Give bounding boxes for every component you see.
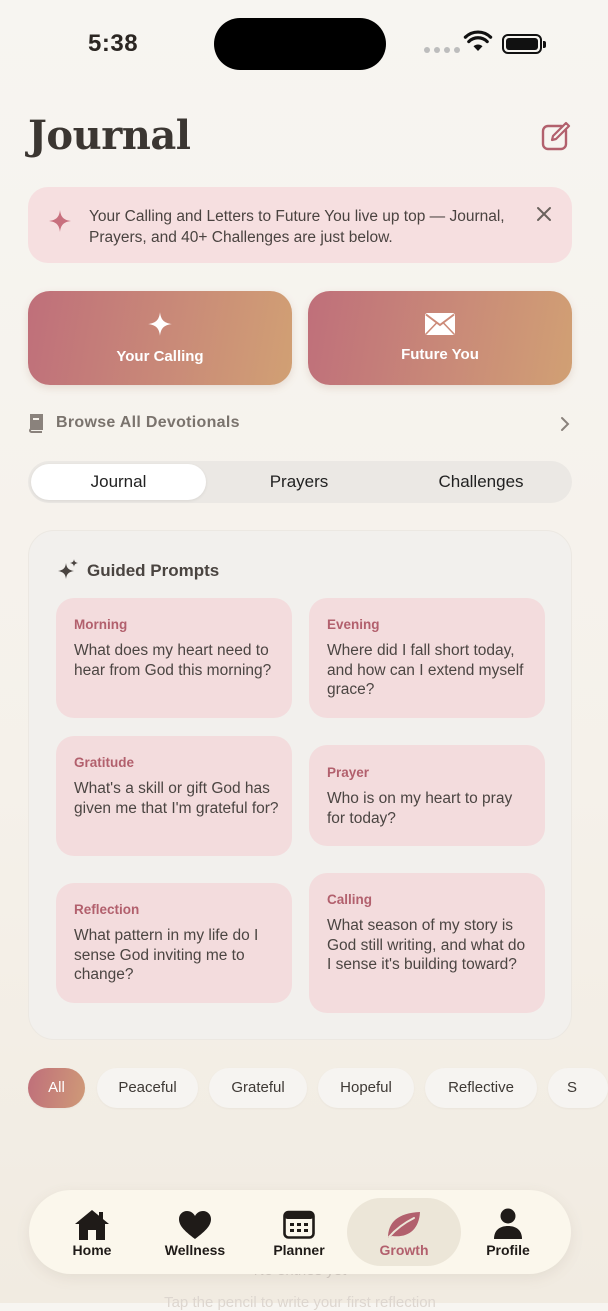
future-you-button[interactable]	[308, 291, 572, 385]
tab-label: Growth	[379, 1242, 429, 1258]
prompt-category: Reflection	[74, 902, 140, 917]
guided-prompts-card	[28, 530, 572, 1040]
your-calling-button[interactable]	[28, 291, 292, 385]
filter-chip-partial[interactable]: S	[548, 1068, 608, 1108]
prompt-question: Who is on my heart to pray for today?	[327, 790, 513, 827]
prompt-question: What does my heart need to hear from God this morning?	[74, 642, 272, 679]
home-icon	[73, 1208, 111, 1242]
bottom-tab-bar	[29, 1190, 571, 1274]
tab-journal[interactable]: Journal	[31, 464, 206, 500]
cellular-signal-icon	[424, 47, 460, 53]
mood-filter-chips	[28, 1068, 578, 1108]
filter-chip-all[interactable]: All	[28, 1068, 85, 1108]
prompt-category: Evening	[327, 617, 380, 632]
empty-state-hint: Tap the pencil to write your first reflection	[164, 1294, 436, 1311]
envelope-icon	[425, 313, 455, 335]
heart-icon	[178, 1210, 212, 1240]
battery-icon	[502, 34, 542, 54]
status-bar	[0, 0, 600, 90]
prompt-category: Prayer	[327, 765, 370, 780]
filter-chip-grateful[interactable]: Grateful	[209, 1068, 307, 1108]
wifi-icon	[464, 31, 492, 53]
book-icon	[28, 414, 44, 432]
filter-chip-hopeful[interactable]: Hopeful	[318, 1068, 414, 1108]
sparkles-icon	[57, 559, 79, 581]
prompt-category: Calling	[327, 892, 373, 907]
person-icon	[493, 1208, 523, 1240]
prompt-card-calling[interactable]	[309, 873, 545, 1013]
prompt-question: What pattern in my life do I sense God inviting me to change?	[74, 927, 259, 983]
filter-chip-peaceful[interactable]: Peaceful	[97, 1068, 198, 1108]
prompt-card-morning[interactable]	[56, 598, 292, 718]
prompt-card-prayer[interactable]	[309, 745, 545, 846]
status-time: 5:38	[88, 30, 139, 57]
tab-profile[interactable]	[458, 1198, 558, 1266]
tab-home[interactable]	[42, 1198, 142, 1266]
prompt-card-reflection[interactable]	[56, 883, 292, 1003]
browse-devotionals-label: Browse All Devotionals	[56, 414, 240, 431]
tab-wellness[interactable]	[145, 1198, 245, 1266]
sparkle-icon	[48, 209, 72, 233]
tab-planner[interactable]	[249, 1198, 349, 1266]
prompt-question: What's a skill or gift God has given me that I'm grateful for?	[74, 780, 279, 817]
chevron-right-icon	[560, 416, 570, 432]
tab-challenges[interactable]: Challenges	[438, 472, 524, 491]
prompt-category: Morning	[74, 617, 128, 632]
tab-label: Profile	[486, 1242, 530, 1258]
sparkle-icon	[147, 311, 173, 337]
banner-text: Your Calling and Letters to Future You live up top — Journal, Prayers, and 40+ Challenges are just below.	[89, 208, 505, 246]
future-you-label: Future You	[401, 346, 479, 363]
edit-icon[interactable]	[540, 120, 572, 152]
browse-devotionals-row[interactable]	[28, 408, 572, 438]
prompt-card-gratitude[interactable]	[56, 736, 292, 856]
close-icon[interactable]	[536, 206, 552, 222]
prompt-category: Gratitude	[74, 755, 135, 770]
tab-label: Wellness	[164, 1242, 226, 1258]
prompt-question: Where did I fall short today, and how can I extend myself grace?	[327, 642, 524, 698]
prompt-question: What season of my story is God still writing, and what do I sense it's building toward?	[327, 917, 526, 973]
prompt-card-evening[interactable]	[309, 598, 545, 718]
filter-chip-reflective[interactable]: Reflective	[425, 1068, 537, 1108]
leaf-icon	[386, 1210, 422, 1240]
segmented-control	[28, 461, 572, 503]
guided-prompts-title: Guided Prompts	[87, 561, 220, 580]
your-calling-label: Your Calling	[116, 348, 204, 365]
info-banner	[28, 187, 572, 263]
tab-label: Home	[72, 1242, 112, 1258]
tab-prayers[interactable]: Prayers	[269, 472, 329, 491]
calendar-icon	[283, 1209, 315, 1239]
tab-label: Planner	[273, 1242, 325, 1258]
dynamic-island	[214, 18, 386, 70]
tab-growth[interactable]	[347, 1198, 461, 1266]
page-title: Journal	[28, 112, 191, 159]
